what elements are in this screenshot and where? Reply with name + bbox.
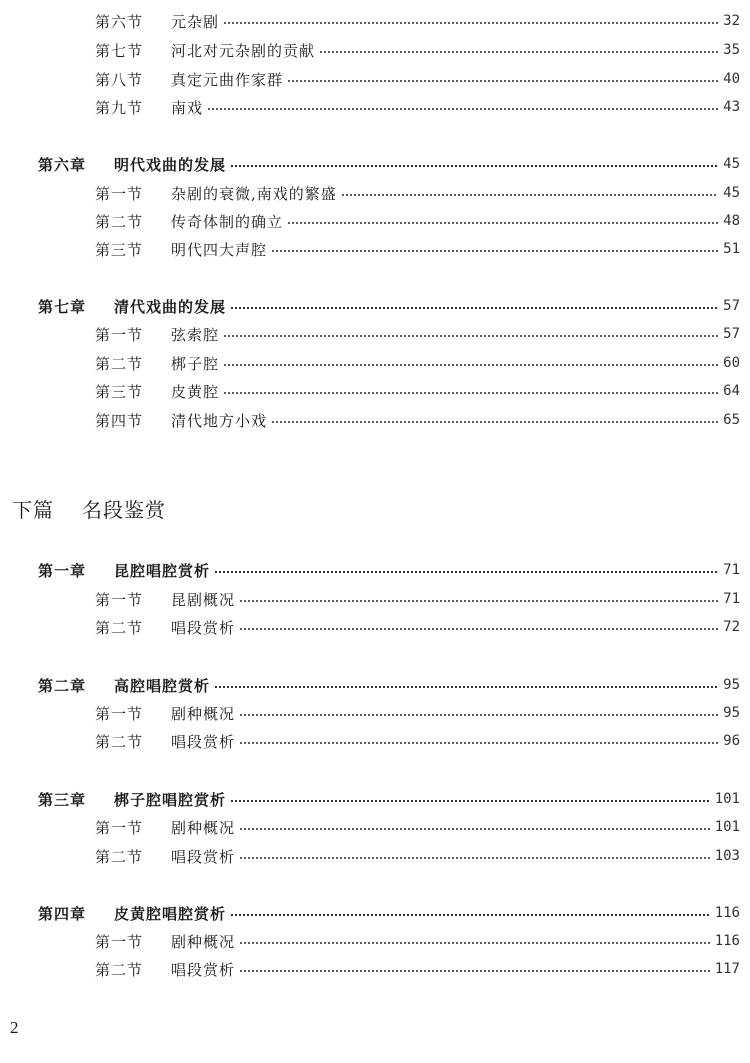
toc-entry-section[interactable] [95,321,740,347]
leader-dots [239,942,711,944]
leader-dots [230,914,711,917]
leader-dots [230,800,711,803]
toc-entry-section[interactable] [95,208,740,234]
section-page: 101 [714,819,740,835]
section-title: 唱段赏析 [171,960,236,979]
section-number: 第三节 [95,240,144,259]
leader-dots [207,108,718,110]
section-number: 第八节 [95,70,144,89]
leader-dots [341,194,718,196]
section-title: 唱段赏析 [171,618,236,637]
section-page: 40 [723,71,740,87]
section-page: 51 [723,241,740,257]
chapter-number: 第四章 [38,904,87,923]
leader-dots [239,600,718,602]
part-title: 名段鉴赏 [82,500,166,522]
chapter-page: 71 [723,562,740,578]
section-title: 元杂剧 [171,12,220,31]
section-number: 第七节 [95,41,144,60]
leader-dots [239,628,718,630]
toc-entry-section[interactable] [95,350,740,376]
toc-entry-section-8[interactable] [95,66,740,92]
section-title: 杂剧的衰微,南戏的繁盛 [171,184,337,203]
section-title: 唱段赏析 [171,732,236,751]
toc-entry-section[interactable] [95,956,740,982]
leader-dots [271,250,718,252]
section-title: 真定元曲作家群 [171,70,284,89]
leader-dots [223,335,718,337]
section-number: 第一节 [95,932,144,951]
section-number: 第一节 [95,818,144,837]
toc-entry-section[interactable] [95,728,740,754]
section-page: 72 [723,619,740,635]
section-number: 第一节 [95,704,144,723]
part-label: 下篇 [12,500,54,522]
section-title: 弦索腔 [171,325,220,344]
toc-entry-section[interactable] [95,180,740,206]
section-title: 剧种概况 [171,932,236,951]
toc-entry-section[interactable] [95,928,740,954]
chapter-title: 高腔唱腔赏析 [114,676,211,695]
section-number: 第二节 [95,212,144,231]
section-page: 116 [714,933,740,949]
section-number: 第二节 [95,847,144,866]
section-number: 第二节 [95,960,144,979]
leader-dots [287,222,718,224]
section-page: 43 [723,99,740,115]
leader-dots [239,970,711,972]
section-title: 皮黄腔 [171,382,220,401]
section-title: 昆剧概况 [171,590,236,609]
toc-entry-chapter-1[interactable] [38,557,740,583]
section-page: 45 [723,185,740,201]
toc-entry-section-6[interactable] [95,8,740,34]
section-page: 71 [723,591,740,607]
leader-dots [239,714,718,716]
chapter-title: 梆子腔唱腔赏析 [114,790,227,809]
section-page: 103 [714,848,740,864]
chapter-title: 皮黄腔唱腔赏析 [114,904,227,923]
chapter-page: 116 [714,905,740,921]
section-number: 第九节 [95,98,144,117]
section-number: 第二节 [95,354,144,373]
page-number: 2 [10,1018,19,1037]
section-page: 32 [723,13,740,29]
leader-dots [230,307,718,310]
section-number: 第一节 [95,184,144,203]
chapter-page: 45 [723,156,740,172]
chapter-page: 95 [723,677,740,693]
section-title: 河北对元杂剧的贡献 [171,41,316,60]
section-number: 第一节 [95,325,144,344]
section-page: 95 [723,705,740,721]
leader-dots [319,51,718,53]
section-number: 第二节 [95,618,144,637]
section-title: 剧种概况 [171,818,236,837]
toc-entry-chapter-6[interactable] [38,151,740,177]
leader-dots [287,80,718,82]
toc-entry-section[interactable] [95,843,740,869]
leader-dots [214,571,718,574]
section-page: 35 [723,42,740,58]
toc-entry-section[interactable] [95,614,740,640]
chapter-title: 清代戏曲的发展 [114,297,227,316]
chapter-page: 57 [723,298,740,314]
section-number: 第六节 [95,12,144,31]
chapter-number: 第一章 [38,561,87,580]
section-number: 第三节 [95,382,144,401]
toc-entry-section[interactable] [95,700,740,726]
toc-entry-section[interactable] [95,407,740,433]
section-page: 117 [714,961,740,977]
leader-dots [271,421,718,423]
section-page: 96 [723,733,740,749]
leader-dots [239,828,711,830]
toc-entry-section[interactable] [95,814,740,840]
chapter-number: 第七章 [38,297,87,316]
section-page: 65 [723,412,740,428]
section-number: 第四节 [95,411,144,430]
leader-dots [239,742,718,744]
leader-dots [223,22,718,24]
leader-dots [214,686,718,689]
section-title: 梆子腔 [171,354,220,373]
chapter-number: 第二章 [38,676,87,695]
section-title: 明代四大声腔 [171,240,268,259]
toc-entry-section-7[interactable] [95,37,740,63]
chapter-title: 昆腔唱腔赏析 [114,561,211,580]
section-title: 剧种概况 [171,704,236,723]
toc-entry-section[interactable] [95,378,740,404]
toc-entry-chapter-7[interactable] [38,293,740,319]
chapter-title: 明代戏曲的发展 [114,155,227,174]
leader-dots [230,165,718,168]
toc-entry-chapter-4[interactable] [38,900,740,926]
part-heading [12,494,166,523]
toc-entry-section[interactable] [95,586,740,612]
toc-entry-section[interactable] [95,236,740,262]
leader-dots [223,364,718,366]
section-page: 57 [723,326,740,342]
section-title: 南戏 [171,98,204,117]
chapter-number: 第六章 [38,155,87,174]
leader-dots [223,392,718,394]
section-page: 48 [723,213,740,229]
section-title: 传奇体制的确立 [171,212,284,231]
section-number: 第一节 [95,590,144,609]
section-title: 唱段赏析 [171,847,236,866]
leader-dots [239,857,711,859]
chapter-page: 101 [714,791,740,807]
chapter-number: 第三章 [38,790,87,809]
toc-entry-chapter-3[interactable] [38,786,740,812]
section-page: 60 [723,355,740,371]
toc-entry-section-9[interactable] [95,94,740,120]
toc-entry-chapter-2[interactable] [38,672,740,698]
section-page: 64 [723,383,740,399]
section-number: 第二节 [95,732,144,751]
section-title: 清代地方小戏 [171,411,268,430]
